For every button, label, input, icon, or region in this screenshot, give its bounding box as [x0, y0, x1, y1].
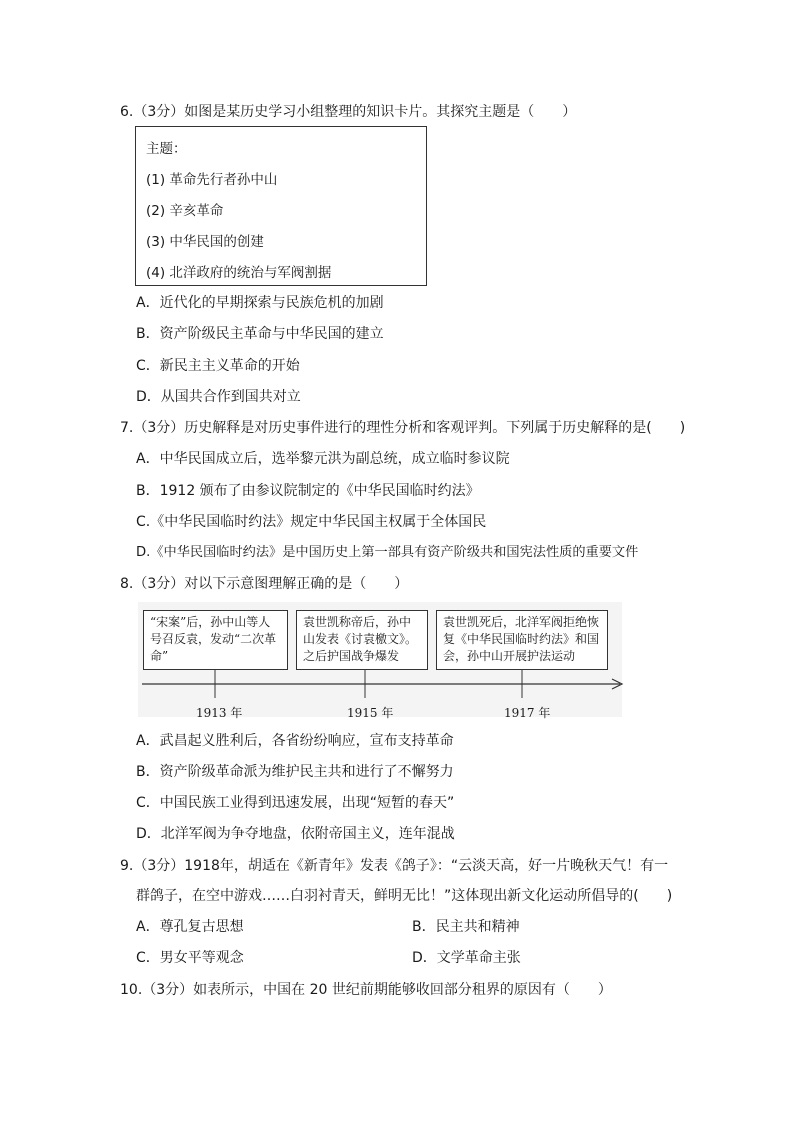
- knowledge-card: [135, 126, 427, 286]
- timeline-box-1915: 袁世凯称帝后，孙中山发表《讨袁檄文》。之后护国战争爆发: [296, 610, 428, 670]
- card-item: (4) 北洋政府的统治与军阀割据: [146, 265, 332, 281]
- question-8-stem: 8.（3分）对以下示意图理解正确的是（ ）: [120, 576, 409, 592]
- option-d[interactable]: D．从国共合作到国共对立: [136, 389, 301, 405]
- option-b[interactable]: B．1912 颁布了由参议院制定的《中华民国临时约法》: [136, 483, 480, 499]
- question-6-stem: 6.（3分）如图是某历史学习小组整理的知识卡片。其探究主题是（ ）: [120, 104, 577, 120]
- option-b[interactable]: B．资产阶级民主革命与中华民国的建立: [136, 326, 384, 342]
- timeline-box-1913: “宋案”后，孙中山等人号召反袁，发动“二次革命”: [143, 610, 288, 670]
- timeline-box-1917: 袁世凯死后，北洋军阀拒绝恢复《中华民国临时约法》和国会，孙中山开展护法运动: [436, 610, 608, 670]
- option-d[interactable]: D.《中华民国临时约法》是中国历史上第一部具有资产阶级共和国宪法性质的重要文件: [136, 545, 639, 560]
- card-title: 主题：: [146, 141, 187, 157]
- year-label-1913: 1913 年: [196, 706, 243, 720]
- card-item: (1) 革命先行者孙中山: [146, 172, 278, 188]
- option-a[interactable]: A．尊孔复古思想: [136, 919, 244, 935]
- option-a[interactable]: A．武昌起义胜利后，各省纷纷响应，宣布支持革命: [136, 733, 454, 749]
- option-c[interactable]: C．中国民族工业得到迅速发展，出现“短暂的春天”: [136, 795, 455, 811]
- option-a[interactable]: A．中华民国成立后，选举黎元洪为副总统，成立临时参议院: [136, 451, 510, 467]
- timeline-axis: [138, 668, 628, 702]
- option-c[interactable]: C．新民主主义革命的开始: [136, 358, 300, 374]
- question-10-stem: 10.（3分）如表所示，中国在 20 世纪前期能够收回部分租界的原因有（ ）: [120, 982, 612, 998]
- option-d[interactable]: D．北洋军阀为争夺地盘，依附帝国主义，连年混战: [136, 826, 455, 842]
- question-9-stem-line-2: 群鸽子，在空中游戏……白羽衬青天，鲜明无比！”这体现出新文化运动所倡导的( ): [136, 888, 673, 904]
- option-a[interactable]: A．近代化的早期探索与民族危机的加剧: [136, 295, 384, 311]
- card-item: (3) 中华民国的创建: [146, 234, 264, 250]
- year-label-1915: 1915 年: [347, 706, 394, 720]
- question-7-stem: 7.（3分）历史解释是对历史事件进行的理性分析和客观评判。下列属于历史解释的是( ): [120, 420, 686, 436]
- card-item: (2) 辛亥革命: [146, 203, 224, 219]
- option-d[interactable]: D．文学革命主张: [412, 950, 521, 966]
- option-b[interactable]: B．民主共和精神: [412, 919, 520, 935]
- option-c[interactable]: C．男女平等观念: [136, 950, 244, 966]
- year-label-1917: 1917 年: [504, 706, 551, 720]
- option-b[interactable]: B．资产阶级革命派为维护民主共和进行了不懈努力: [136, 764, 454, 780]
- option-c[interactable]: C.《中华民国临时约法》规定中华民国主权属于全体国民: [136, 514, 487, 530]
- question-9-stem-line-1: 9.（3分）1918年，胡适在《新青年》发表《鸽子》：“云淡天高，好一片晚秋天气！有一: [120, 858, 669, 874]
